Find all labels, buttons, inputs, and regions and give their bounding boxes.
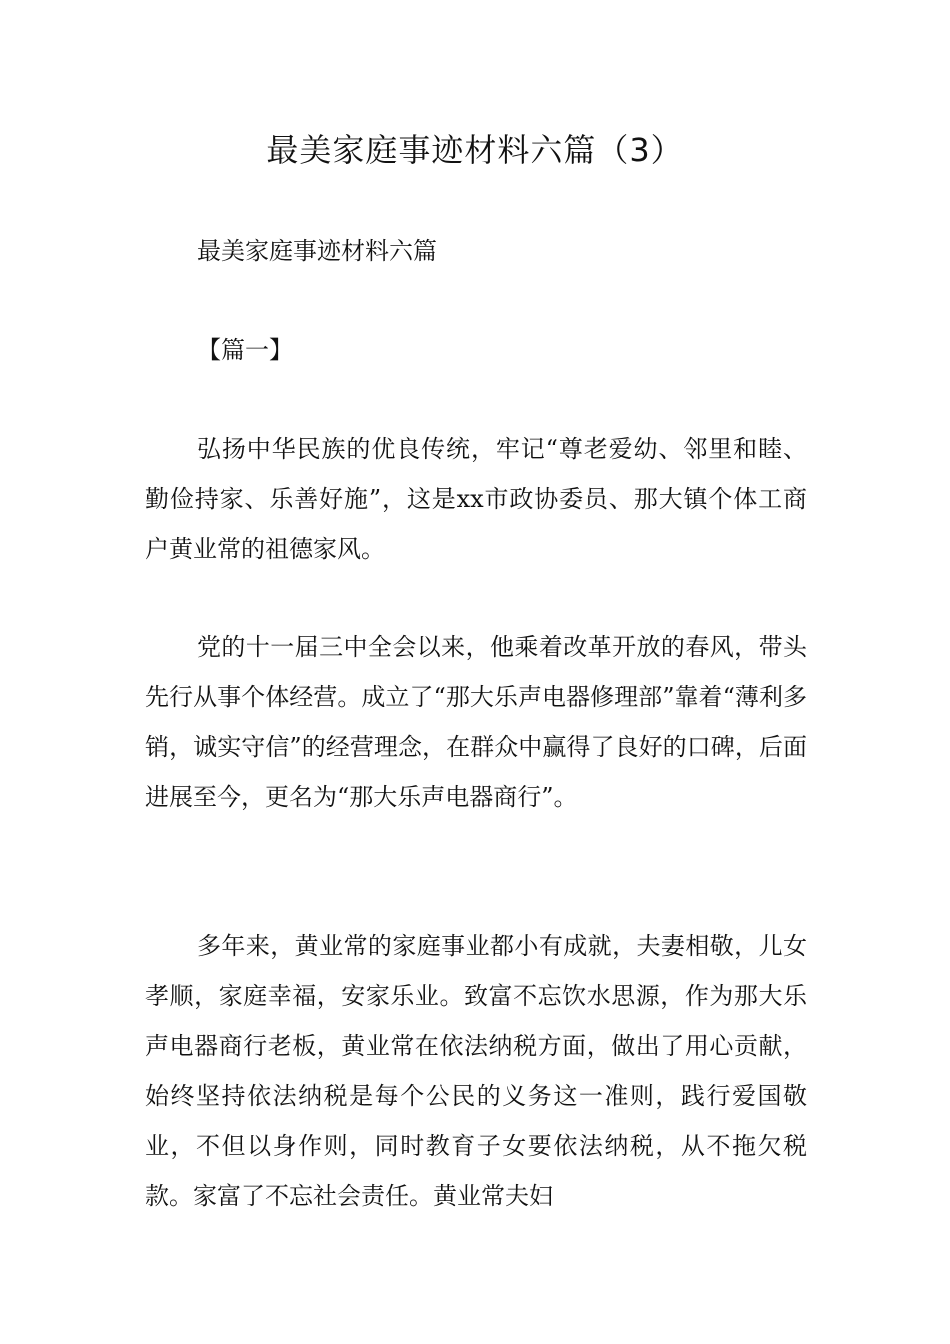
document-subtitle: 最美家庭事迹材料六篇 <box>197 237 437 265</box>
paragraph: 多年来，黄业常的家庭事业都小有成就，夫妻相敬，儿女孝顺，家庭幸福，安家乐业。致富不忘饮水思源，作为那大乐声电器商行老板，黄业常在依法纳税方面，做出了用心贡献，始终坚持依法纳税是每个公民的义务这一准则，践行爱国敬业，不但以身作则，同时教育子女要依法纳税，从不拖欠税款。家富了不忘社会责任。黄业常夫妇 <box>145 932 807 1210</box>
paragraph: 弘扬中华民族的优良传统，牢记“尊老爱幼、邻里和睦、勤俭持家、乐善好施”，这是xx市政协委员、那大镇个体工商户黄业常的祖德家风。 <box>145 435 807 563</box>
section-heading: 【篇一】 <box>197 336 293 364</box>
paragraph: 党的十一届三中全会以来，他乘着改革开放的春风，带头先行从事个体经营。成立了“那大乐声电器修理部”靠着“薄利多销，诚实守信”的经营理念，在群众中赢得了良好的口碑，后面进展至今，更名为“那大乐声电器商行”。 <box>145 633 807 811</box>
document-title: 最美家庭事迹材料六篇（3） <box>266 131 684 169</box>
